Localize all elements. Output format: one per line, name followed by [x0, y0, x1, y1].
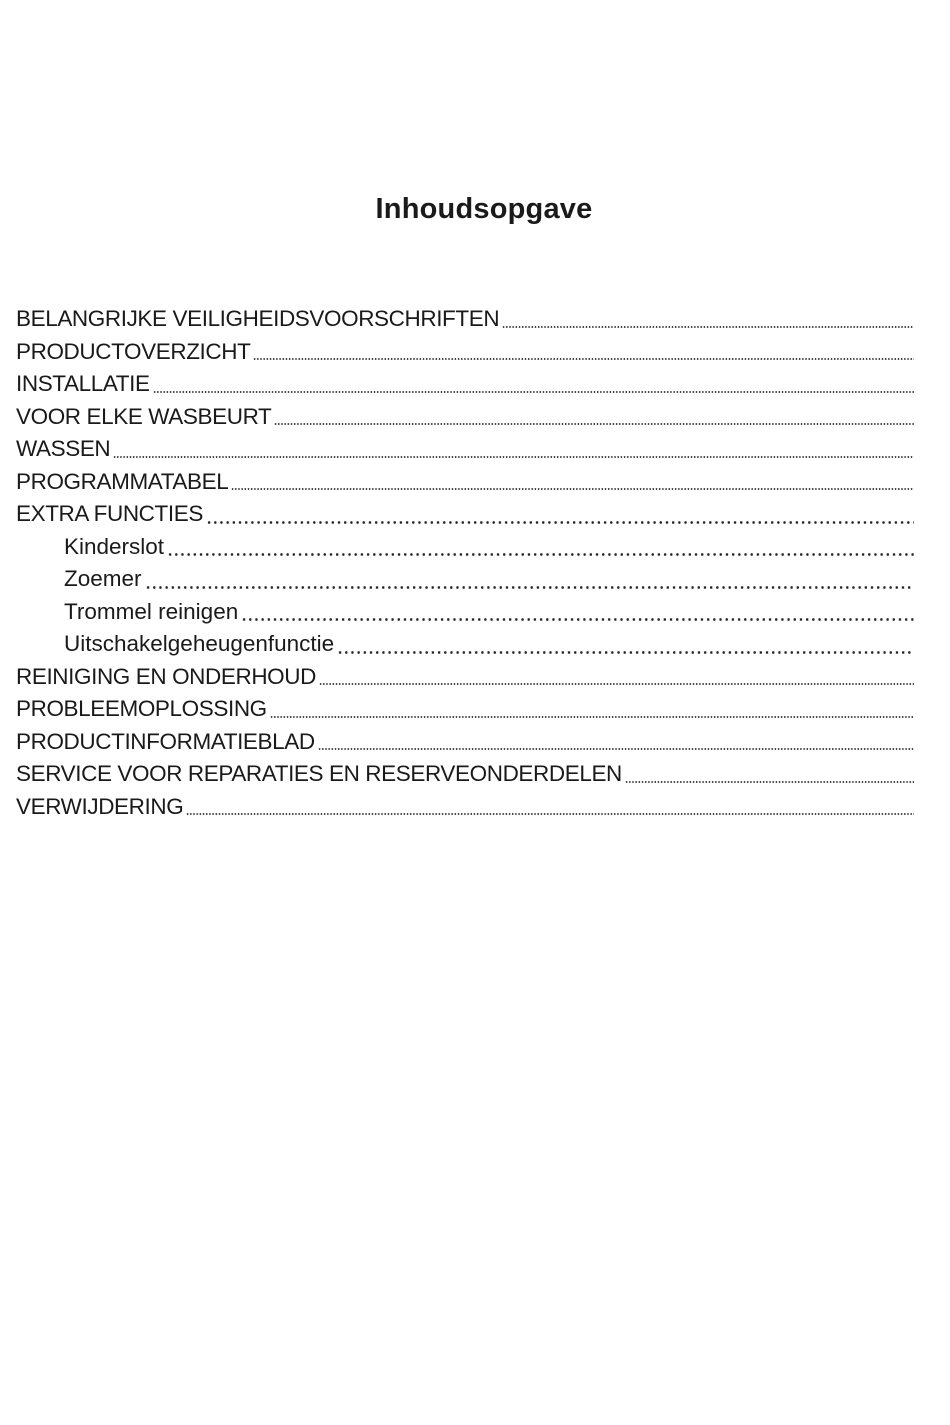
toc-entry-verwijdering[interactable] [16, 791, 914, 824]
dot-leader [274, 423, 914, 425]
toc-entry-label: BELANGRIJKE VEILIGHEIDSVOORSCHRIFTEN [16, 306, 500, 331]
toc-entry-label: PRODUCTINFORMATIEBLAD [16, 728, 315, 754]
dot-leader [625, 781, 914, 783]
dot-leader [337, 651, 914, 654]
dot-leader [502, 326, 914, 328]
toc-subentry-label: Kinderslot [64, 533, 165, 559]
toc-entry-productoverzicht[interactable] [16, 336, 914, 369]
toc-entry-extra-functies[interactable] [16, 498, 914, 531]
toc-entry-service-voor-reparaties[interactable] [16, 758, 914, 791]
toc-entry-productinformatieblad[interactable] [16, 726, 914, 759]
dot-leader [186, 813, 914, 815]
toc-subentry-kinderslot[interactable] [16, 531, 914, 564]
toc-subentry-trommel-reinigen[interactable] [16, 596, 914, 629]
dot-leader [253, 358, 914, 360]
dot-leader [231, 488, 914, 490]
toc-subentry-uitschakelgeheugenfunctie[interactable] [16, 628, 914, 661]
toc-subentry-label: Trommel reinigen [64, 598, 239, 624]
toc-subentry-label: Uitschakelgeheugenfunctie [64, 631, 335, 656]
toc-entry-label: VOOR ELKE WASBEURT [16, 403, 272, 429]
toc-entry-label: INSTALLATIE [16, 371, 150, 396]
toc-entry-reiniging-en-onderhoud[interactable] [16, 661, 914, 694]
dot-leader [206, 521, 914, 524]
dot-leader [145, 586, 914, 589]
toc-entry-label: PROGRAMMATABEL [16, 468, 229, 494]
dot-leader [270, 716, 914, 718]
dot-leader [167, 553, 914, 556]
dot-leader [241, 618, 914, 621]
dot-leader [318, 748, 914, 750]
toc-entry-label: PRODUCTOVERZICHT [16, 338, 251, 364]
page-title: Inhoudsopgave [375, 193, 593, 226]
toc-subentry-label: Zoemer [64, 566, 142, 591]
dot-leader [319, 683, 914, 685]
toc-entry-voor-elke-wasbeurt[interactable] [16, 401, 914, 434]
toc-entry-wassen[interactable] [16, 433, 914, 466]
toc-entry-label: REINIGING EN ONDERHOUD [16, 663, 316, 689]
dot-leader [113, 456, 914, 458]
toc-entry-label: PROBLEEMOPLOSSING [16, 696, 267, 721]
table-of-contents [16, 303, 914, 823]
toc-entry-label: EXTRA FUNCTIES [16, 501, 203, 526]
toc-entry-label: VERWIJDERING [16, 793, 184, 819]
toc-entry-probleemoplossing[interactable] [16, 693, 914, 726]
toc-entry-label: WASSEN [16, 436, 111, 461]
toc-subentry-zoemer[interactable] [16, 563, 914, 596]
toc-entry-programmatabel[interactable] [16, 466, 914, 499]
dot-leader [153, 391, 914, 393]
toc-entry-installatie[interactable] [16, 368, 914, 401]
toc-entry-belangrijke-veiligheidsvoorschriften[interactable] [16, 303, 914, 336]
toc-entry-label: SERVICE VOOR REPARATIES EN RESERVEONDERDELEN [16, 761, 622, 786]
